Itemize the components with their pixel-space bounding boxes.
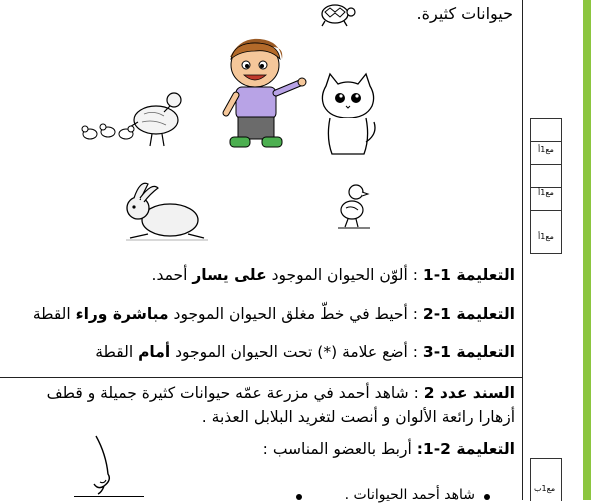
score-label: مع1ب (534, 484, 556, 493)
instruction-label: التعليمة 1-2 (422, 305, 515, 323)
section2-text-line1: شاهد أحمد في مزرعة عمّه حيوانات كثيرة جميلة و قطف (46, 384, 409, 402)
rabbit-image (118, 180, 214, 244)
section2-text-line2: أزهارا رائعة الألوان و أنصت لتغريد البلابل العذبة . (201, 408, 515, 426)
instruction-label: التعليمة 1-1 (422, 266, 515, 284)
cat-image (316, 72, 380, 158)
instruction-1-1 (152, 266, 515, 284)
score-label: مع1أ (538, 232, 554, 241)
intro-text: حيوانات كثيرة. (416, 4, 513, 23)
section2-instruction-label: التعليمة 2-1: (416, 440, 515, 458)
instruction-text: أحيط في خطّ مغلق الحيوان الموجود (168, 305, 408, 323)
instruction-text: أضع علامة (*) تحت الحيوان الموجود (170, 343, 408, 361)
instruction-separator: : (407, 266, 423, 284)
instruction-text: ألوّن الحيوان الموجود (266, 266, 408, 284)
nose-baseline (74, 496, 144, 497)
section2-instruction-text: أربط بالعضو المناسب : (262, 440, 417, 458)
instruction-label: التعليمة 1-3 (422, 343, 515, 361)
instruction-text-end: القطة (32, 305, 76, 323)
green-border (583, 0, 591, 500)
bullet-point (484, 494, 490, 500)
score-cell (531, 459, 561, 481)
instruction-emphasis: على يسار (192, 266, 267, 284)
small-bird-image (336, 180, 372, 232)
section2-separator: : (408, 384, 424, 402)
score-label: مع1أ (538, 145, 554, 154)
instruction-1-2 (33, 305, 515, 323)
instruction-text-end: أحمد. (151, 266, 193, 284)
section2-instruction (263, 440, 515, 458)
section2-line1 (47, 384, 515, 402)
section2-heading: السند عدد 2 (423, 384, 515, 402)
section-divider (0, 377, 522, 378)
instruction-separator: : (407, 343, 423, 361)
score-cell (531, 165, 561, 188)
quail-birds-image (78, 82, 190, 160)
instruction-emphasis: مباشرة وراء (75, 305, 169, 323)
nose-image (78, 434, 126, 500)
score-label: مع1أ (538, 188, 554, 197)
instruction-emphasis: أمام (138, 343, 171, 361)
score-box-2 (530, 458, 562, 501)
instruction-1-3 (95, 343, 515, 361)
score-cell (531, 119, 561, 142)
bullet-text: شاهد أحمد الحيوانات . (344, 487, 475, 503)
bullet-point-left (296, 494, 302, 500)
boy-ahmed-image (200, 35, 310, 155)
turtle-image (315, 0, 357, 28)
score-cell (531, 211, 561, 233)
instruction-separator: : (407, 305, 423, 323)
instruction-text-end: القطة (95, 343, 139, 361)
